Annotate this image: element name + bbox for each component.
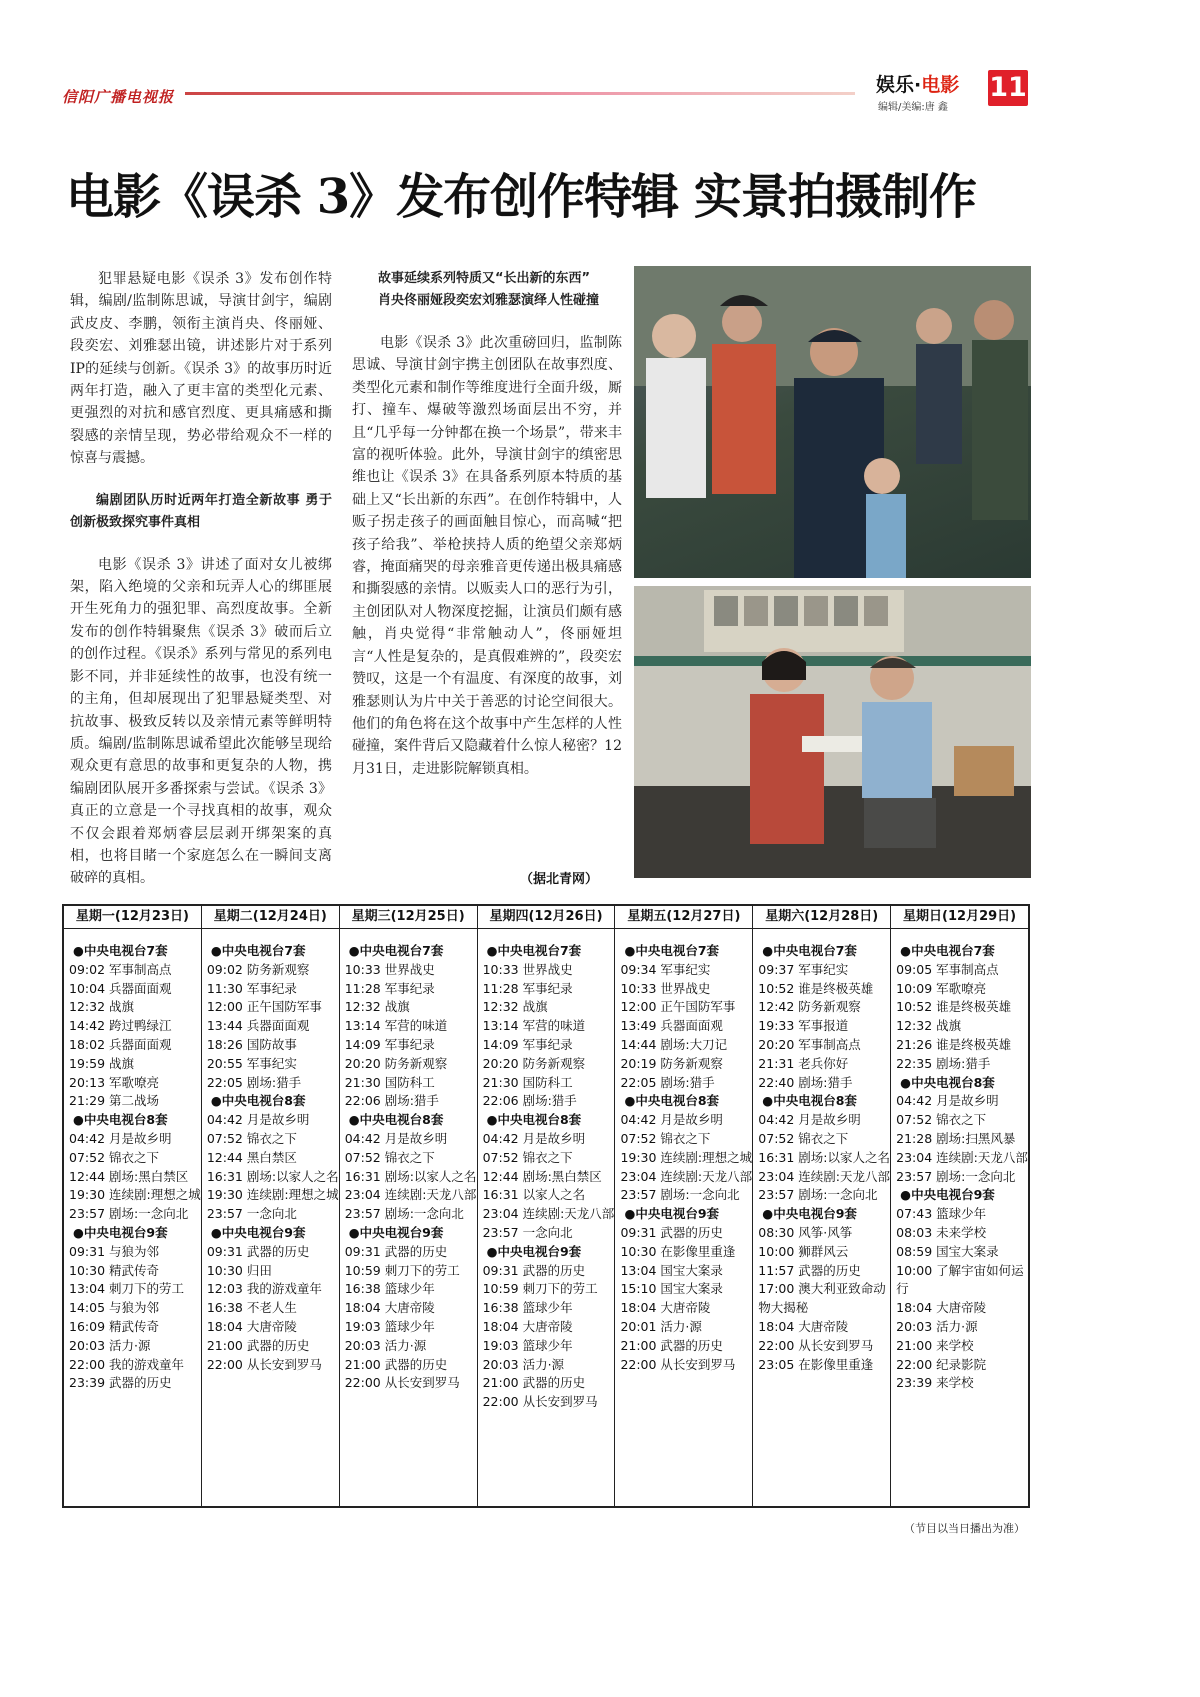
schedule-footnote: （节目以当日播出为准） (904, 1522, 1025, 1535)
schedule-day-column (201, 906, 339, 1506)
program-entry: 12:42 防务新观察 (758, 999, 861, 1015)
program-entry: 21:00 武器的历史 (206, 1337, 310, 1353)
schedule-day-header: 星期五(12月27日) (615, 906, 752, 929)
program-entry: 18:04 大唐帝陵 (344, 1300, 435, 1316)
program-entry: 04:42 月是故乡明 (206, 1112, 310, 1128)
program-entry: 13:44 兵器面面观 (206, 1018, 310, 1034)
program-entry: 21:28 剧场:扫黑风暴 (896, 1130, 1016, 1146)
program-entry: 20:20 防务新观察 (482, 1055, 586, 1071)
schedule-day-column (339, 906, 477, 1506)
program-entry: 09:02 军事制高点 (69, 961, 172, 977)
program-entry: 23:04 连续剧:天龙八部 (758, 1168, 891, 1184)
program-entry: 19:33 军事报道 (758, 1018, 849, 1034)
page-number: 11 (988, 70, 1028, 106)
headline: 电影《误杀 3》发布创作特辑 实景拍摄制作 (66, 169, 976, 225)
channel-heading: ●中央电视台7套 (73, 943, 168, 958)
channel-heading: ●中央电视台8套 (624, 1093, 720, 1109)
schedule-day-body (69, 929, 201, 1393)
channel-heading: ●中央电视台8套 (900, 1074, 995, 1090)
channel-heading: ●中央电视台9套 (486, 1243, 582, 1259)
masthead: 信阳广播电视报 (62, 88, 175, 106)
program-entry: 09:37 军事纪实 (758, 961, 849, 977)
program-entry: 22:00 从长安到罗马 (758, 1337, 874, 1353)
program-entry: 13:04 刺刀下的劳工 (69, 1281, 184, 1297)
channel-heading: ●中央电视台8套 (762, 1093, 857, 1109)
article-column-1 (70, 268, 332, 910)
program-entry: 12:44 剧场:黑白禁区 (69, 1168, 189, 1184)
program-entry: 20:20 军事制高点 (758, 1036, 861, 1052)
program-entry: 22:00 从长安到罗马 (206, 1356, 322, 1372)
program-entry: 22:06 剧场:猎手 (344, 1093, 439, 1109)
program-entry: 21:30 国防科工 (482, 1074, 573, 1090)
schedule-day-column (614, 906, 752, 1506)
program-entry: 07:52 锦衣之下 (344, 1149, 435, 1165)
schedule-day-column (64, 906, 201, 1506)
program-entry: 23:57 剧场:一念向北 (758, 1187, 878, 1203)
channel-heading: ●中央电视台9套 (900, 1187, 995, 1203)
channel-heading: ●中央电视台7套 (486, 943, 582, 958)
channel-heading: ●中央电视台7套 (900, 943, 995, 958)
program-entry: 20:55 军事纪实 (206, 1055, 297, 1071)
program-entry: 19:30 连续剧:理想之城 (620, 1149, 753, 1165)
program-entry: 07:52 锦衣之下 (69, 1149, 159, 1165)
schedule-day-body (207, 929, 339, 1374)
channel-heading: ●中央电视台9套 (348, 1224, 444, 1240)
article-paragraph: 电影《误杀 3》讲述了面对女儿被绑架，陷入绝境的父亲和玩弄人心的绑匪展开生死角力的强犯罪、高烈度故事。全新发布的创作特辑聚焦《误杀 3》破而后立的创作过程。《误杀》系列与常见的系列电影不同，并非延续性的故事，也没有统一的主角，但却展现出了犯罪悬疑类型、对抗故事、极致反转以及亲情元素等鲜明特质。编剧/监制陈思诚希望此次能够呈现给观众更有意思的故事和更复杂的人物，携编剧团队展开多番探索与尝试。《误杀 3》真正的立意是一个寻找真相的故事，观众不仅会跟着郑炳睿层层剥开绑架案的真相，也将目睹一个家庭怎么在一瞬间支离破碎的真相。 (70, 556, 332, 887)
program-entry: 22:00 从长安到罗马 (620, 1356, 736, 1372)
photo-2-illustration (634, 586, 1031, 878)
program-entry: 07:52 锦衣之下 (206, 1130, 297, 1146)
program-entry: 10:52 谁是终极英雄 (758, 980, 874, 996)
program-entry: 04:42 月是故乡明 (482, 1130, 586, 1146)
program-entry: 11:57 武器的历史 (758, 1262, 861, 1278)
program-entry: 10:09 军歌嘹亮 (896, 980, 987, 996)
channel-heading: ●中央电视台8套 (486, 1112, 582, 1128)
program-entry: 16:38 不老人生 (206, 1300, 297, 1316)
program-entry: 16:31 以家人之名 (482, 1187, 586, 1203)
program-entry: 23:57 剧场:一念向北 (344, 1206, 464, 1222)
program-entry: 18:02 兵器面面观 (69, 1036, 172, 1052)
program-entry: 20:03 活力·源 (482, 1356, 565, 1372)
program-entry: 10:33 世界战史 (620, 980, 711, 996)
program-entry: 07:52 锦衣之下 (758, 1130, 849, 1146)
program-entry: 13:14 军营的味道 (482, 1018, 586, 1034)
program-entry: 16:09 精武传奇 (69, 1318, 159, 1334)
program-entry: 04:42 月是故乡明 (896, 1093, 999, 1109)
program-entry: 18:04 大唐帝陵 (758, 1318, 849, 1334)
program-entry: 12:44 剧场:黑白禁区 (482, 1168, 602, 1184)
schedule-day-body (758, 929, 890, 1374)
program-entry: 09:31 武器的历史 (482, 1262, 586, 1278)
program-entry: 07:52 锦衣之下 (896, 1112, 987, 1128)
program-entry: 10:00 了解宇宙如何运行 (896, 1262, 1024, 1297)
program-entry: 11:28 军事纪录 (344, 980, 435, 996)
program-entry: 22:00 从长安到罗马 (344, 1375, 460, 1391)
program-entry: 14:09 军事纪录 (344, 1036, 435, 1052)
program-entry: 12:03 我的游戏童年 (206, 1281, 322, 1297)
program-entry: 09:02 防务新观察 (206, 961, 310, 977)
program-entry: 04:42 月是故乡明 (69, 1130, 172, 1146)
program-entry: 20:13 军歌嘹亮 (69, 1074, 159, 1090)
program-entry: 20:03 活力·源 (344, 1337, 427, 1353)
channel-heading: ●中央电视台9套 (624, 1206, 720, 1222)
program-entry: 23:04 连续剧:天龙八部 (482, 1206, 615, 1222)
program-entry: 21:30 国防科工 (344, 1074, 435, 1090)
schedule-day-body (483, 929, 615, 1412)
program-entry: 10:33 世界战史 (482, 961, 573, 977)
program-entry: 19:30 连续剧:理想之城 (69, 1187, 201, 1203)
movie-still-photo-2 (634, 586, 1031, 878)
article-subhead: 肖央佟丽娅段奕宏刘雅瑟演绎人性碰撞 (378, 293, 600, 308)
program-entry: 22:00 纪录影院 (896, 1356, 987, 1372)
article-column-2 (352, 268, 622, 800)
channel-heading: ●中央电视台7套 (762, 943, 857, 958)
program-entry: 20:20 防务新观察 (344, 1055, 448, 1071)
program-entry: 08:59 国宝大案录 (896, 1243, 999, 1259)
program-entry: 23:39 来学校 (896, 1375, 974, 1391)
article-subhead: 编剧团队历时近两年打造全新故事 勇于创新极致探究事件真相 (70, 492, 332, 530)
channel-heading: ●中央电视台7套 (348, 943, 444, 958)
program-entry: 21:31 老兵你好 (758, 1055, 849, 1071)
program-entry: 18:26 国防故事 (206, 1036, 297, 1052)
program-entry: 04:42 月是故乡明 (620, 1112, 723, 1128)
editor-credit: 编辑/美编:唐 鑫 (878, 102, 948, 113)
program-entry: 15:10 国宝大案录 (620, 1281, 723, 1297)
program-entry: 14:44 剧场:大刀记 (620, 1036, 728, 1052)
program-entry: 18:04 大唐帝陵 (896, 1300, 987, 1316)
channel-heading: ●中央电视台8套 (210, 1093, 306, 1109)
program-entry: 22:05 剧场:猎手 (206, 1074, 302, 1090)
program-entry: 10:30 归田 (206, 1262, 272, 1278)
program-entry: 22:05 剧场:猎手 (620, 1074, 715, 1090)
program-entry: 14:09 军事纪录 (482, 1036, 573, 1052)
program-entry: 13:04 国宝大案录 (620, 1262, 723, 1278)
channel-heading: ●中央电视台7套 (210, 943, 306, 958)
program-entry: 12:32 战旗 (482, 999, 548, 1015)
program-entry: 16:31 剧场:以家人之名 (206, 1168, 339, 1184)
program-entry: 11:28 军事纪录 (482, 980, 573, 996)
program-entry: 19:03 篮球少年 (344, 1318, 435, 1334)
program-entry: 16:38 篮球少年 (482, 1300, 573, 1316)
program-entry: 16:31 剧场:以家人之名 (758, 1149, 891, 1165)
program-entry: 19:59 战旗 (69, 1055, 134, 1071)
program-entry: 12:32 战旗 (896, 1018, 962, 1034)
program-entry: 19:30 连续剧:理想之城 (206, 1187, 339, 1203)
photo-1-illustration (634, 266, 1031, 578)
program-entry: 14:42 跨过鸭绿江 (69, 1018, 172, 1034)
program-entry: 21:00 武器的历史 (620, 1337, 723, 1353)
program-entry: 21:29 第二战场 (69, 1093, 159, 1109)
channel-heading: ●中央电视台7套 (624, 943, 720, 958)
program-entry: 18:04 大唐帝陵 (620, 1300, 711, 1316)
program-entry: 12:32 战旗 (69, 999, 134, 1015)
schedule-day-header: 星期一(12月23日) (64, 906, 201, 929)
article-paragraph: 电影《误杀 3》此次重磅回归，监制陈思诚、导演甘剑宇携主创团队在故事烈度、类型化元素和制作等维度进行全面升级，厮打、撞车、爆破等激烈场面层出不穷，并且“几乎每一分钟都在换一个场景”，带来丰富的视听体验。此外，导演甘剑宇的缜密思维也让《误杀 3》在具备系列原本特质的基础上又“长出新的东西”。在创作特辑中，人贩子拐走孩子的画面触目惊心，而高喊“把孩子给我”、举枪挟持人质的绝望父亲郑炳睿，掩面痛哭的母亲雅音更传递出极具痛感和撕裂感的亲情。以贩卖人口的恶行为引，主创团队对人物深度挖掘，让演员们颇有感触，肖央觉得“非常触动人”，佟丽娅坦言“人性是复杂的，是真假难辨的”，段奕宏赞叹，这是一个有温度、有深度的故事，刘雅瑟则认为片中关于善恶的讨论空间很大。他们的角色将在这个故事中产生怎样的人性碰撞，案件背后又隐藏着什么惊人秘密？12月31日，走进影院解锁真相。 (352, 335, 622, 777)
program-entry: 10:52 谁是终极英雄 (896, 999, 1012, 1015)
schedule-day-header: 星期六(12月28日) (753, 906, 890, 929)
program-entry: 16:31 剧场:以家人之名 (344, 1168, 477, 1184)
program-entry: 10:33 世界战史 (344, 961, 435, 977)
program-entry: 04:42 月是故乡明 (344, 1130, 448, 1146)
program-entry: 22:35 剧场:猎手 (896, 1055, 991, 1071)
program-entry: 12:00 正午国防军事 (206, 999, 322, 1015)
program-entry: 23:57 一念向北 (482, 1224, 573, 1240)
program-entry: 09:31 武器的历史 (344, 1243, 448, 1259)
program-entry: 12:00 正午国防军事 (620, 999, 736, 1015)
program-entry: 23:57 剧场:一念向北 (620, 1187, 740, 1203)
schedule-day-header: 星期二(12月24日) (202, 906, 339, 929)
program-entry: 04:42 月是故乡明 (758, 1112, 861, 1128)
movie-still-photo-1 (634, 266, 1031, 578)
article-subhead: 故事延续系列特质又“长出新的东西” (378, 271, 591, 286)
schedule-day-body (620, 929, 752, 1374)
program-entry: 23:04 连续剧:天龙八部 (620, 1168, 753, 1184)
program-entry: 13:49 兵器面面观 (620, 1018, 723, 1034)
schedule-day-column (752, 906, 890, 1506)
schedule-day-column (477, 906, 615, 1506)
program-entry: 10:00 狮群风云 (758, 1243, 849, 1259)
section-prefix: 娱乐· (876, 74, 922, 96)
schedule-day-column (890, 906, 1028, 1506)
article-paragraph: 犯罪悬疑电影《误杀 3》发布创作特辑，编剧/监制陈思诚，导演甘剑宇，编剧武皮皮、李鹏，领衔主演肖央、佟丽娅、段奕宏、刘雅瑟出镜，讲述影片对于系列IP的延续与创新。《误杀 3》的故事历时近两年打造，融入了更丰富的类型化元素、更强烈的对抗和感官烈度、更具痛感和撕裂感的亲情呈现，势必带给观众不一样的惊喜与震撼。 (70, 271, 332, 467)
program-entry: 18:04 大唐帝陵 (482, 1318, 573, 1334)
program-entry: 16:38 篮球少年 (344, 1281, 435, 1297)
schedule-day-body (345, 929, 477, 1393)
program-entry: 20:01 活力·源 (620, 1318, 702, 1334)
program-entry: 17:00 澳大利亚致命动物大揭秘 (758, 1281, 886, 1316)
program-entry: 11:30 军事纪录 (206, 980, 297, 996)
program-entry: 10:30 在影像里重逢 (620, 1243, 736, 1259)
program-entry: 22:40 剧场:猎手 (758, 1074, 853, 1090)
program-entry: 23:04 连续剧:天龙八部 (344, 1187, 477, 1203)
program-entry: 10:04 兵器面面观 (69, 980, 172, 996)
channel-heading: ●中央电视台9套 (762, 1206, 857, 1222)
program-entry: 10:59 刺刀下的劳工 (344, 1262, 460, 1278)
program-entry: 09:31 武器的历史 (620, 1224, 723, 1240)
channel-heading: ●中央电视台8套 (348, 1112, 444, 1128)
program-entry: 10:59 刺刀下的劳工 (482, 1281, 598, 1297)
schedule-day-header: 星期三(12月25日) (340, 906, 477, 929)
program-entry: 21:00 武器的历史 (344, 1356, 448, 1372)
program-entry: 09:34 军事纪实 (620, 961, 711, 977)
program-entry: 07:52 锦衣之下 (482, 1149, 573, 1165)
program-entry: 19:03 篮球少年 (482, 1337, 573, 1353)
program-entry: 12:32 战旗 (344, 999, 410, 1015)
schedule-day-header: 星期日(12月29日) (891, 906, 1028, 929)
program-entry: 20:03 活力·源 (896, 1318, 978, 1334)
tv-schedule-table (62, 904, 1030, 1508)
program-entry: 07:43 篮球少年 (896, 1206, 987, 1222)
program-entry: 21:26 谁是终极英雄 (896, 1036, 1012, 1052)
header-rule (185, 92, 855, 95)
program-entry: 22:00 我的游戏童年 (69, 1356, 184, 1372)
program-entry: 14:05 与狼为邻 (69, 1300, 159, 1316)
program-entry: 08:30 风筝·风筝 (758, 1224, 853, 1240)
program-entry: 18:04 大唐帝陵 (206, 1318, 297, 1334)
program-entry: 23:04 连续剧:天龙八部 (896, 1149, 1028, 1165)
channel-heading: ●中央电视台9套 (210, 1224, 306, 1240)
program-entry: 07:52 锦衣之下 (620, 1130, 711, 1146)
section-title (876, 70, 959, 97)
section-highlight: 电影 (921, 74, 960, 96)
schedule-day-body (896, 929, 1028, 1393)
channel-heading: ●中央电视台9套 (73, 1224, 168, 1240)
program-entry: 09:31 武器的历史 (206, 1243, 310, 1259)
program-entry: 12:44 黑白禁区 (206, 1149, 297, 1165)
channel-heading: ●中央电视台8套 (73, 1112, 168, 1128)
article-source: （据北青网） (520, 872, 599, 887)
program-entry: 20:03 活力·源 (69, 1337, 151, 1353)
program-entry: 22:00 从长安到罗马 (482, 1394, 598, 1410)
program-entry: 23:57 一念向北 (206, 1206, 297, 1222)
program-entry: 23:39 武器的历史 (69, 1375, 172, 1391)
program-entry: 09:05 军事制高点 (896, 961, 999, 977)
program-entry: 09:31 与狼为邻 (69, 1243, 159, 1259)
program-entry: 23:57 剧场:一念向北 (69, 1206, 189, 1222)
schedule-day-header: 星期四(12月26日) (478, 906, 615, 929)
program-entry: 08:03 未来学校 (896, 1224, 987, 1240)
program-entry: 20:19 防务新观察 (620, 1055, 723, 1071)
program-entry: 21:00 武器的历史 (482, 1375, 586, 1391)
program-entry: 21:00 来学校 (896, 1337, 974, 1353)
program-entry: 13:14 军营的味道 (344, 1018, 448, 1034)
program-entry: 22:06 剧场:猎手 (482, 1093, 577, 1109)
program-entry: 23:05 在影像里重逢 (758, 1356, 874, 1372)
program-entry: 10:30 精武传奇 (69, 1262, 159, 1278)
program-entry: 23:57 剧场:一念向北 (896, 1168, 1016, 1184)
